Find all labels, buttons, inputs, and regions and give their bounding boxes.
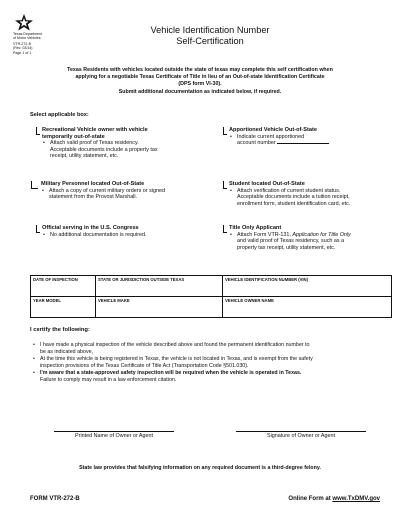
select-label: Select applicable box: [30, 112, 89, 118]
account-number-blank[interactable] [277, 143, 329, 144]
online-url-link[interactable]: www.TxDMV.gov [332, 496, 380, 502]
option-bullet [229, 232, 395, 252]
form-id: FORM VTR-272-B [30, 496, 80, 502]
option-checkbox[interactable] [223, 181, 227, 189]
state-outside-texas-field[interactable] [96, 276, 223, 297]
bullet-text: receipt, utility statement, etc. [50, 153, 119, 160]
field-label: VEHICLE MAKE [98, 298, 130, 303]
bullet-text: Attach a copy of current military orders or signed [49, 187, 165, 194]
title-line: Self-Certification [176, 36, 244, 46]
vehicle-info-table [30, 275, 392, 318]
intro-line: (DPS form VI-30). [178, 80, 222, 87]
option-title: Military Personnel located Out-of-State [41, 181, 145, 187]
option-title-only[interactable] [223, 225, 395, 251]
option-checkbox[interactable] [223, 127, 227, 135]
certify-list [32, 342, 392, 384]
field-label: VEHICLE IDENTIFICATION NUMBER (VIN) [225, 277, 308, 282]
intro-line: Submit additional documentation as indicated below, if required. [118, 89, 282, 96]
bullet-text: Acceptable documents include a tuition receipt, [237, 194, 350, 201]
bullet-text: Attach verification of current student status. [237, 187, 341, 194]
star-seal-icon [13, 13, 35, 31]
option-bullet [42, 232, 206, 239]
option-title: Official serving in the U.S. Congress [42, 225, 139, 231]
option-bullet [41, 188, 206, 201]
certify-item [32, 342, 392, 355]
certify-text: Failure to comply may result in a law enforcement citation. [40, 376, 177, 383]
vehicle-make-field[interactable] [96, 297, 223, 318]
page-title [120, 25, 300, 47]
option-bullet [42, 140, 206, 160]
option-checkbox[interactable] [223, 225, 227, 233]
intro-line: Texas Residents with vehicles located outside the state of texas may complete this self certification when [67, 67, 333, 73]
option-bullet [229, 134, 393, 147]
option-title: Student located Out-of-State [229, 181, 305, 187]
bullet-text: No additional documentation is required. [50, 231, 147, 238]
certify-text: be as indicated above, [40, 348, 94, 355]
option-title: temporarily out-of-state [42, 133, 105, 140]
option-apportioned[interactable] [223, 127, 393, 147]
vin-field[interactable] [223, 276, 392, 297]
bullet-text: Attach Form VTR-131, [237, 231, 293, 238]
printed-name-line[interactable] [54, 431, 174, 432]
option-congress[interactable] [36, 225, 206, 238]
certify-item [32, 356, 392, 369]
certify-text: inspection provisions of the Texas Certificate of Title Act (Transportation Code §501.030). [40, 362, 249, 369]
signature-label: Signature of Owner or Agent [266, 433, 336, 439]
field-label: STATE OR JURISDICTION OUTSIDE TEXAS [98, 277, 185, 282]
option-checkbox[interactable] [31, 181, 38, 189]
option-checkbox[interactable] [36, 225, 40, 233]
option-checkbox[interactable] [36, 127, 40, 135]
certify-text-bold: I'm aware that a state-approved safety inspection will be required when the vehicle is operated in Texas. [40, 370, 302, 377]
table-row [31, 276, 392, 297]
bullet-text: Acceptable documents include a property tax [50, 146, 158, 153]
bullet-text: enrollment form, student identification card, etc. [237, 200, 351, 207]
bullet-text: statement from the Provost Marshall. [49, 194, 138, 201]
field-label: VEHICLE OWNER NAME [225, 298, 274, 303]
option-title: Title Only Applicant [229, 225, 282, 231]
intro-line: applying for a negotiable Texas Certificate of Title in lieu of an Out-of-state Identification Certificate [75, 73, 325, 80]
option-student[interactable] [223, 181, 395, 207]
online-form [288, 496, 380, 502]
option-title: Apportioned Vehicle Out-of-State [229, 127, 317, 133]
option-bullet [229, 188, 395, 208]
year-model-field[interactable] [31, 297, 96, 318]
certify-text: At the time this vehicle is being registered in Texas, the vehicle is not located in Texas, and is exempt from the safety [40, 356, 313, 363]
bullet-text: property tax receipt, utility statement, etc. [237, 244, 336, 251]
certify-heading: I certify the following: [30, 327, 90, 333]
bullet-text: account number [237, 140, 276, 147]
bullet-text-italic: Application for Title Only [292, 231, 351, 238]
agency-logo [13, 13, 35, 31]
vehicle-owner-name-field[interactable] [223, 297, 392, 318]
option-title: Recreational Vehicle owner with vehicle [42, 127, 148, 133]
bullet-text: Attach valid proof of Texas residency. [50, 140, 139, 147]
bullet-text: and valid proof of Texas residency, such as a [237, 238, 345, 245]
online-label: Online Form at [288, 496, 333, 502]
field-label: YEAR MODEL [33, 298, 61, 303]
printed-name-label: Printed Name of Owner or Agent [75, 433, 153, 439]
title-line: Vehicle Identification Number [150, 25, 270, 35]
agency-name [13, 32, 43, 41]
table-row [31, 297, 392, 318]
field-label: DATE OF INSPECTION [33, 277, 78, 282]
agency-name-line: of Motor Vehicles [13, 36, 41, 41]
intro-text [12, 67, 388, 96]
option-military[interactable] [31, 181, 206, 201]
form-code [13, 42, 43, 55]
date-of-inspection-field[interactable] [31, 276, 96, 297]
form-code-line: Page 1 of 1 [13, 50, 32, 55]
felony-note: State law provides that falsifying information on any required document is a third-degree felony. [79, 465, 321, 471]
certify-text: I have made a physical inspection of the vehicle described above and found the permanent identification number to [40, 342, 310, 348]
signature-line[interactable] [236, 431, 366, 432]
option-recreational-vehicle[interactable] [36, 127, 206, 160]
form-code-line: (Rev. 03/14) [13, 46, 33, 51]
agency-name-line: Texas Department [13, 32, 43, 36]
bullet-text: Indicate current apportioned [237, 133, 305, 140]
certify-item [32, 370, 392, 383]
form-code-line: VTR-272-B [13, 42, 31, 46]
